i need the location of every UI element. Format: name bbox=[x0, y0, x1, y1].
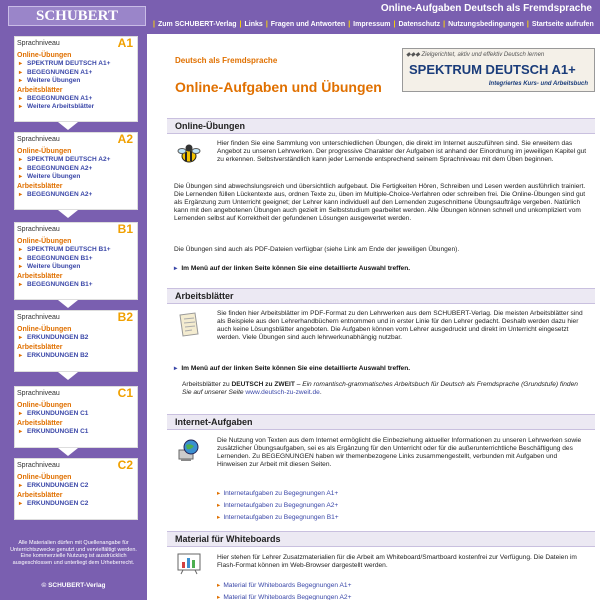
down-arrow-icon bbox=[58, 300, 78, 308]
worksheets-hint bbox=[174, 364, 410, 372]
level-label: Sprachniveau bbox=[17, 226, 60, 233]
level-box-b1 bbox=[14, 222, 138, 300]
sidebar-item[interactable]: ▸ Weitere Übungen bbox=[15, 77, 137, 86]
online-body: Die Übungen sind abwechslungsreich und übersichtlich aufgebaut. Die Fertigkeiten Hören, Schreiben und Lesen werden ausführlich trainiert. Die Lernenden füllen Lückentexte aus, ordnen Texte zu, üben im Multiple-Choice-Verfahren oder schreiben frei. Die Online-Übungen sind gut als Ergänzung zum Unterricht geeignet; der Lehrer kann individuell auf den Lernenden zugeschnittene Übungsaufträge vergeben. Natürlich kann mit den angebotenen Übungen auch gezielt im Selbststudium gearbeitet werden. Alle Übungen können schnell und unkompliziert vom Lernenden selbst auf Korrektheit der gefundenen Lösungen ausgewertet werden. bbox=[174, 183, 586, 222]
whiteboard-link-a2[interactable] bbox=[217, 593, 351, 600]
extra-mid: – Ein romantisch-grammatisches Arbeitsbuch für Deutsch als Fremdsprache (Grundstufe) finden Sie auf unserer Seite bbox=[182, 381, 578, 396]
banner-slogan: ◆◆◆ Zielgerichtet, aktiv und effektiv Deutsch lernen bbox=[406, 52, 545, 58]
sidebar-item[interactable]: ▸ BEGEGNUNGEN A2+ bbox=[15, 165, 137, 174]
down-arrow-icon bbox=[58, 448, 78, 456]
globe-computer-icon bbox=[177, 438, 201, 467]
sidebar-item[interactable]: ▸ Weitere Übungen bbox=[15, 263, 137, 272]
sidebar-item[interactable]: ▸ ERKUNDUNGEN C2 bbox=[15, 482, 137, 491]
bullet-arrow-icon: ▸ bbox=[217, 514, 221, 521]
extra-end: . bbox=[319, 388, 322, 396]
copyright: © SCHUBERT-Verlag bbox=[41, 582, 106, 589]
extra-prefix: Arbeitsblätter zu bbox=[182, 381, 232, 388]
level-box-b2 bbox=[14, 310, 138, 372]
whiteboard-link-a2-label[interactable]: Material für Whiteboards Begegnungen A2+ bbox=[223, 594, 352, 600]
page-title: Online-Aufgaben und Übungen bbox=[175, 79, 382, 95]
bullet-arrow-icon: ▸ bbox=[217, 582, 221, 589]
group-title-online[interactable]: Online-Übungen bbox=[17, 474, 72, 481]
bullet-arrow-icon: ▸ bbox=[217, 490, 221, 497]
internet-link-b1[interactable] bbox=[217, 513, 339, 521]
extra-title: DEUTSCH zu ZWEIT bbox=[231, 381, 295, 388]
sidebar-item[interactable]: ▸ ERKUNDUNGEN C2 bbox=[15, 500, 137, 509]
internet-link-a1-label[interactable]: Internetaufgaben zu Begegnungen A1+ bbox=[223, 490, 339, 497]
nav-link-faq[interactable]: Fragen und Antworten bbox=[270, 21, 346, 28]
spektrum-banner[interactable] bbox=[402, 48, 595, 92]
worksheets-intro: Sie finden hier Arbeitsblätter im PDF-Format zu den Lehrwerken aus dem SCHUBERT-Verlag. Die meisten Arbeitsblätter sind als Beispiele aus den Lehrerhandbüchern entnommen und in erster Linie für den Lehrer gedacht. Deshalb werden dazu hier auch keine Lösungsblätter angeboten. Die Aufgaben können vom Lehrer ausgedruckt und direkt im Unterricht eingesetzt werden. Viele Übungen sind auch lehrwerkunabhängig nutzbar. bbox=[217, 310, 583, 341]
down-arrow-icon bbox=[58, 122, 78, 130]
top-bar bbox=[0, 0, 600, 34]
nav-link-impressum[interactable]: Impressum bbox=[353, 21, 391, 28]
level-box-c2 bbox=[14, 458, 138, 520]
online-hint bbox=[174, 264, 410, 272]
internet-link-b1-label[interactable]: Internetaufgaben zu Begegnungen B1+ bbox=[223, 514, 339, 521]
sidebar-item[interactable]: ▸ SPEKTRUM DEUTSCH B1+ bbox=[15, 246, 137, 255]
level-label: Sprachniveau bbox=[17, 314, 60, 321]
section-heading-internet: Internet-Aufgaben bbox=[167, 414, 595, 430]
sidebar-item[interactable]: ▸ ERKUNDUNGEN B2 bbox=[15, 334, 137, 343]
main-content bbox=[147, 34, 600, 600]
internet-link-a1[interactable] bbox=[217, 489, 338, 497]
nav-link-nutzung[interactable]: Nutzungsbedingungen bbox=[448, 21, 524, 28]
banner-name: SPEKTRUM DEUTSCH A1+ bbox=[409, 62, 576, 77]
level-badge-c1: C1 bbox=[117, 386, 133, 400]
online-intro: Hier finden Sie eine Sammlung von unterschiedlichen Übungen, die direkt im Internet auszuführen sind. Sie erweitern das Angebot zu unseren Lehrwerken. Der progressive Charakter der Aufgaben ist anhand der Einordnung im jeweiligen Kapitel gut zu erkennen. Selbstverständlich kann jeder Lernende entsprechend seinem Sprachniveau mit dem Üben beginnen. bbox=[217, 140, 587, 163]
level-badge-c2: C2 bbox=[117, 458, 133, 472]
whiteboard-link-a1-label[interactable]: Material für Whiteboards Begegnungen A1+ bbox=[223, 582, 352, 589]
sidebar-item[interactable]: ▸ BEGEGNUNGEN B1+ bbox=[15, 255, 137, 264]
section-heading-online: Online-Übungen bbox=[167, 118, 595, 134]
sidebar-item[interactable]: ▸ ERKUNDUNGEN C1 bbox=[15, 410, 137, 419]
sidebar-item[interactable]: ▸ Weitere Arbeitsblätter bbox=[15, 103, 137, 112]
worksheets-extra bbox=[182, 381, 587, 397]
down-arrow-icon bbox=[58, 210, 78, 218]
whiteboard-intro: Hier stehen für Lehrer Zusatzmaterialien für die Arbeit am Whiteboard/Smartboard kostenfrei zur Verfügung. Die Dateien im Flash-Format können im Web-Browser dargestellt werden. bbox=[217, 554, 577, 569]
sidebar-item[interactable]: ▸ ERKUNDUNGEN B2 bbox=[15, 352, 137, 361]
level-box-a1 bbox=[14, 36, 138, 122]
online-pdf-note: Die Übungen sind auch als PDF-Dateien verfügbar (siehe Link am Ende der jeweiligen Übungen). bbox=[174, 246, 460, 253]
down-arrow-icon bbox=[58, 372, 78, 380]
bullet-arrow-icon: ▸ bbox=[174, 365, 178, 372]
nav-link-verlag[interactable]: Zum SCHUBERT-Verlag bbox=[157, 21, 237, 28]
sidebar-item[interactable]: ▸ SPEKTRUM DEUTSCH A2+ bbox=[15, 156, 137, 165]
deutsch-zu-zweit-link[interactable]: www.deutsch-zu-zweit.de bbox=[245, 388, 320, 396]
level-box-c1 bbox=[14, 386, 138, 448]
group-title-online[interactable]: Online-Übungen bbox=[17, 148, 72, 155]
sidebar-item[interactable]: ▸ ERKUNDUNGEN C1 bbox=[15, 428, 137, 437]
internet-link-a2[interactable] bbox=[217, 501, 338, 509]
level-badge-a1: A1 bbox=[117, 36, 133, 50]
group-title-online[interactable]: Online-Übungen bbox=[17, 238, 72, 245]
sidebar-item[interactable]: ▸ BEGEGNUNGEN A1+ bbox=[15, 69, 137, 78]
nav-link-datenschutz[interactable]: Datenschutz bbox=[398, 21, 441, 28]
worksheet-paper-icon bbox=[177, 312, 201, 343]
top-navigation: | Zum SCHUBERT-Verlag | Links | Fragen und Antworten | Impressum | Datenschutz | Nutzungsbedingungen | Startseite aufrufen bbox=[153, 21, 594, 28]
sidebar bbox=[0, 34, 147, 600]
sidebar-item[interactable]: ▸ BEGEGNUNGEN A2+ bbox=[15, 191, 137, 200]
bullet-arrow-icon: ▸ bbox=[217, 502, 221, 509]
group-title-worksheets[interactable]: Arbeitsblätter bbox=[17, 343, 63, 351]
bullet-arrow-icon: ▸ bbox=[174, 265, 178, 272]
worksheets-hint-text: Im Menü auf der linken Seite können Sie eine detaillierte Auswahl treffen. bbox=[181, 365, 411, 372]
level-badge-b2: B2 bbox=[117, 310, 133, 324]
level-badge-a2: A2 bbox=[117, 132, 133, 146]
whiteboard-chart-icon bbox=[177, 553, 201, 580]
internet-link-a2-label[interactable]: Internetaufgaben zu Begegnungen A2+ bbox=[223, 502, 339, 509]
online-hint-text: Im Menü auf der linken Seite können Sie eine detaillierte Auswahl treffen. bbox=[181, 265, 411, 272]
level-badge-b1: B1 bbox=[117, 222, 133, 236]
schubert-logo[interactable]: SCHUBERT bbox=[8, 6, 146, 26]
group-title-worksheets[interactable]: Arbeitsblätter bbox=[17, 419, 63, 427]
usage-note: Alle Materialien dürfen mit Quellenangabe für Unterrichtszwecke genutzt und vervielfältigt werden. Eine kommerzielle Nutzung ist ausdrücklich ausgeschlossen und unterliegt dem Urheberrecht. bbox=[10, 540, 137, 566]
group-title-online[interactable]: Online-Übungen bbox=[17, 326, 72, 333]
sidebar-item[interactable]: ▸ Weitere Übungen bbox=[15, 173, 137, 182]
banner-tagline: Integriertes Kurs- und Arbeitsbuch bbox=[488, 81, 588, 87]
nav-link-startseite[interactable]: Startseite aufrufen bbox=[531, 21, 594, 28]
level-label: Sprachniveau bbox=[17, 40, 60, 47]
group-title-worksheets[interactable]: Arbeitsblätter bbox=[17, 182, 63, 190]
bullet-arrow-icon: ▸ bbox=[217, 594, 221, 600]
group-title-worksheets[interactable]: Arbeitsblätter bbox=[17, 86, 63, 94]
level-label: Sprachniveau bbox=[17, 462, 60, 469]
group-title-worksheets[interactable]: Arbeitsblätter bbox=[17, 272, 63, 280]
sidebar-item[interactable]: ▸ BEGEGNUNGEN B1+ bbox=[15, 281, 137, 290]
page-subtitle: Deutsch als Fremdsprache bbox=[175, 56, 278, 65]
site-title: Online-Aufgaben Deutsch als Fremdsprache bbox=[380, 3, 592, 14]
group-title-online[interactable]: Online-Übungen bbox=[17, 52, 72, 59]
sidebar-item[interactable]: ▸ BEGEGNUNGEN A1+ bbox=[15, 95, 137, 104]
bee-mascot-icon bbox=[177, 142, 201, 171]
group-title-worksheets[interactable]: Arbeitsblätter bbox=[17, 491, 63, 499]
section-heading-whiteboard: Material für Whiteboards bbox=[167, 531, 595, 547]
internet-intro: Die Nutzung von Texten aus dem Internet ermöglicht die Einbeziehung aktueller Informationen zu unseren Lehrwerken sowie zusätzlicher Übungsaufgaben, sei es als Ergänzung für den Unterricht oder für die außerunterrichtliche Beschäftigung des Lernenden. Zu BEGEGNUNGEN haben wir themenbezogene Links zusammengestellt, verbunden mit Aufgaben und Hinweisen zur Arbeit mit diesen Seiten. bbox=[217, 437, 582, 468]
sidebar-item[interactable]: ▸ SPEKTRUM DEUTSCH A1+ bbox=[15, 60, 137, 69]
group-title-online[interactable]: Online-Übungen bbox=[17, 402, 72, 409]
level-label: Sprachniveau bbox=[17, 136, 60, 143]
nav-link-links[interactable]: Links bbox=[244, 21, 263, 28]
level-box-a2 bbox=[14, 132, 138, 210]
level-label: Sprachniveau bbox=[17, 390, 60, 397]
whiteboard-link-a1[interactable] bbox=[217, 581, 351, 589]
section-heading-worksheets: Arbeitsblätter bbox=[167, 288, 595, 304]
